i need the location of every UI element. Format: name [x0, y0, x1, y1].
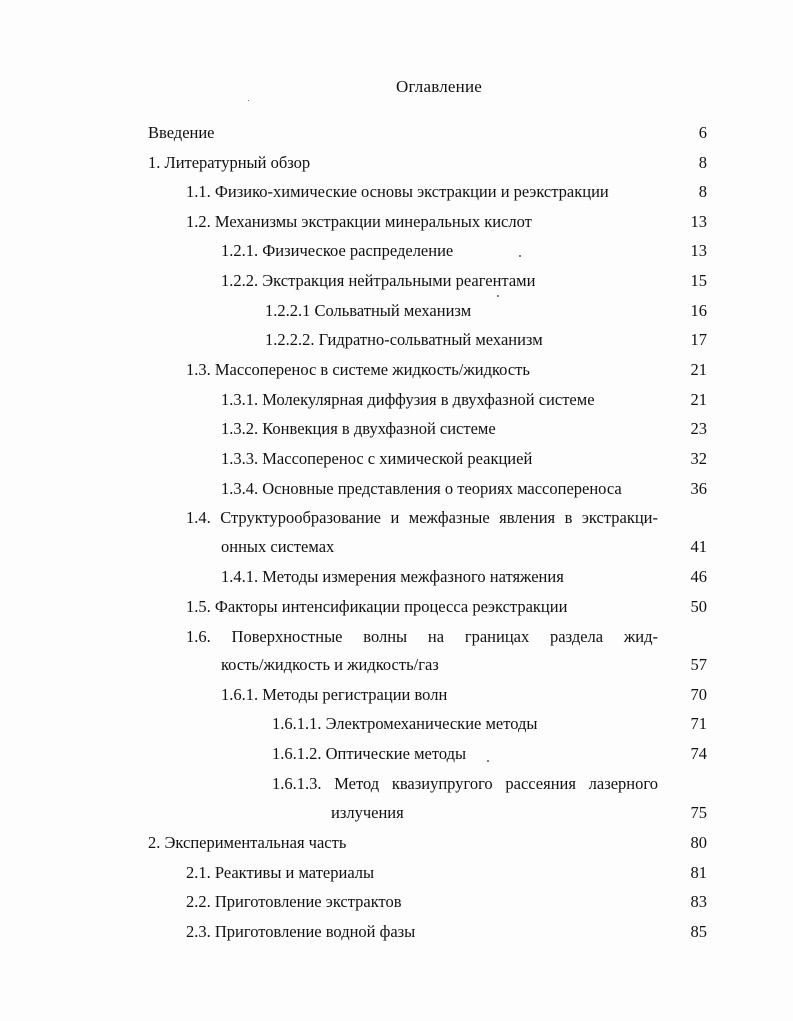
- toc-entry-page: 57: [690, 655, 707, 674]
- toc-entry-text-line1: 1.6.1.3. Метод квазиупругого рассеяния лазерного: [272, 774, 658, 793]
- toc-entry-text: 2.2. Приготовление экстрактов: [186, 892, 402, 911]
- toc-entry-text: 1.2.2. Экстракция нейтральными реагентами: [221, 271, 536, 290]
- toc-entry-text: 2. Экспериментальная часть: [148, 833, 347, 852]
- toc-entry-page: 21: [690, 360, 707, 379]
- toc-entry-text: 2.3. Приготовление водной фазы: [186, 922, 416, 941]
- toc-entry-text: Введение: [148, 123, 215, 142]
- toc-entry-text-line2: излучения: [331, 803, 404, 822]
- toc-entry-page: 70: [690, 685, 707, 704]
- toc-entry-page: 81: [690, 863, 707, 882]
- scan-speck: [248, 100, 249, 101]
- toc-entry-text: 1. Литературный обзор: [148, 153, 311, 172]
- toc-entry-page: 46: [690, 567, 707, 586]
- toc-entry-text: 1.2. Механизмы экстракции минеральных кислот: [186, 212, 532, 231]
- toc-entry-page: 15: [690, 271, 707, 290]
- toc-entry-text: 1.3. Массоперенос в системе жидкость/жидкость: [186, 360, 530, 379]
- toc-entry-text: 1.2.2.2. Гидратно-сольватный механизм: [265, 330, 543, 349]
- toc-entry-text: 1.3.1. Молекулярная диффузия в двухфазной системе: [221, 390, 595, 409]
- toc-entry-text: 1.6.1. Методы регистрации волн: [221, 685, 448, 704]
- toc-entry-page: 13: [690, 241, 707, 260]
- toc-entry-text: 1.3.3. Массоперенос с химической реакцией: [221, 449, 533, 468]
- toc-entry-page: 85: [690, 922, 707, 941]
- toc-entry-page: 23: [690, 419, 707, 438]
- toc-entry-text: 2.1. Реактивы и материалы: [186, 863, 375, 882]
- toc-entry-text: 1.2.2.1 Сольватный механизм: [265, 301, 472, 320]
- toc-entry-page: 8: [698, 182, 707, 201]
- toc-entry-text-line1: 1.6. Поверхностные волны на границах раздела жид-: [186, 627, 658, 646]
- toc-entry-text: 1.5. Факторы интенсификации процесса реэкстракции: [186, 597, 568, 616]
- toc-entry-text: 1.6.1.1. Электромеханические методы: [272, 714, 538, 733]
- toc-entry-page: 17: [690, 330, 707, 349]
- toc-entry-page: 71: [690, 714, 707, 733]
- toc-entry-page: 74: [690, 744, 707, 763]
- toc-entry-text: 1.2.1. Физическое распределение: [221, 241, 454, 260]
- toc-entry-page: 32: [690, 449, 707, 468]
- toc-entry-text-line2: кость/жидкость и жидкость/газ: [221, 655, 439, 674]
- toc-entry-text-line1: 1.4. Структурообразование и межфазные явления в экстракци-: [186, 508, 658, 527]
- scan-speck: [487, 760, 489, 762]
- toc-title: Оглавление: [396, 77, 482, 96]
- toc-entry-text: 1.3.2. Конвекция в двухфазной системе: [221, 419, 496, 438]
- toc-entry-page: 41: [690, 537, 707, 556]
- toc-entry-page: 80: [690, 833, 707, 852]
- toc-entry-text: 1.1. Физико-химические основы экстракции и реэкстракции: [186, 182, 609, 201]
- toc-entry-page: 13: [690, 212, 707, 231]
- toc-entry-page: 36: [690, 479, 707, 498]
- toc-entry-page: 75: [690, 803, 707, 822]
- toc-entry-page: 21: [690, 390, 707, 409]
- toc-entry-page: 8: [698, 153, 707, 172]
- toc-entry-page: 83: [690, 892, 707, 911]
- scan-speck: [497, 295, 499, 297]
- scan-speck: [519, 255, 521, 257]
- toc-entry-page: 6: [698, 123, 707, 142]
- toc-entry-text: 1.6.1.2. Оптические методы: [272, 744, 467, 763]
- toc-entry-text-line2: онных системах: [221, 537, 335, 556]
- toc-entry-page: 50: [690, 597, 707, 616]
- toc-entry-text: 1.4.1. Методы измерения межфазного натяжения: [221, 567, 564, 586]
- toc-entry-page: 16: [690, 301, 707, 320]
- toc-entry-text: 1.3.4. Основные представления о теориях массопереноса: [221, 479, 622, 498]
